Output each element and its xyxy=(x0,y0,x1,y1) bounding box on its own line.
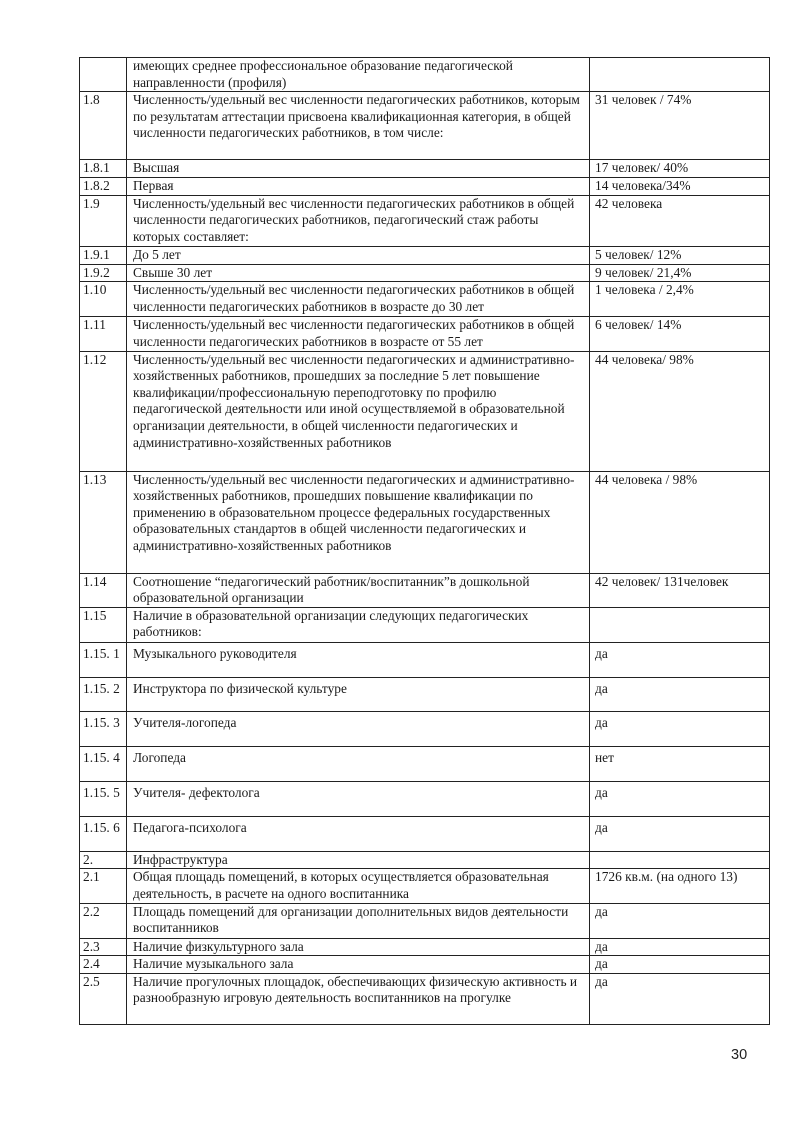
row-value: да xyxy=(590,973,770,1024)
row-indicator: Численность/удельный вес численности педагогических и административно-хозяйственных работников, прошедших за последние 5 лет повышение квалификации/профессиональную переподготовку по профилю педагогической деятельности или иной осуществляемой в образовательной организации деятельности, в общей численности педагогических и административно-хозяйственных работников xyxy=(127,351,590,471)
table-row xyxy=(80,573,770,607)
table-row xyxy=(80,92,770,160)
row-number: 1.8.2 xyxy=(80,178,127,196)
table-row xyxy=(80,903,770,938)
row-number: 1.15. 3 xyxy=(80,711,127,746)
row-indicator: Наличие в образовательной организации следующих педагогических работников: xyxy=(127,607,590,642)
row-number: 1.9.1 xyxy=(80,246,127,264)
table-row xyxy=(80,711,770,746)
row-value: 6 человек/ 14% xyxy=(590,317,770,351)
table-row xyxy=(80,246,770,264)
row-indicator: Инструктора по физической культуре xyxy=(127,677,590,711)
table-row xyxy=(80,317,770,351)
table-row xyxy=(80,642,770,677)
row-value: 17 человек/ 40% xyxy=(590,160,770,178)
table-row xyxy=(80,264,770,282)
row-number: 2.1 xyxy=(80,869,127,903)
row-number: 1.15. 5 xyxy=(80,781,127,816)
row-indicator: Численность/удельный вес численности педагогических и административно-хозяйственных работников, прошедших повышение квалификации по применению в образовательном процессе федеральных государственных образовательных стандартов в общей численности педагогических и административно-хозяйственных работников xyxy=(127,471,590,573)
table-row xyxy=(80,746,770,781)
table-row xyxy=(80,282,770,317)
row-indicator: Первая xyxy=(127,178,590,196)
row-number: 1.9 xyxy=(80,195,127,246)
table-row xyxy=(80,195,770,246)
row-indicator: Инфраструктура xyxy=(127,851,590,869)
row-indicator: Педагога-психолога xyxy=(127,816,590,851)
table-row xyxy=(80,351,770,471)
table-row xyxy=(80,178,770,196)
table-row xyxy=(80,471,770,573)
row-indicator: Соотношение “педагогический работник/воспитанник”в дошкольной образовательной организации xyxy=(127,573,590,607)
row-indicator: Численность/удельный вес численности педагогических работников в общей численности педагогических работников в возрасте от 55 лет xyxy=(127,317,590,351)
row-number: 1.8 xyxy=(80,92,127,160)
row-number: 1.10 xyxy=(80,282,127,317)
row-value: 14 человека/34% xyxy=(590,178,770,196)
row-value: да xyxy=(590,711,770,746)
row-indicator: Учителя- дефектолога xyxy=(127,781,590,816)
row-value: да xyxy=(590,938,770,956)
row-indicator: Логопеда xyxy=(127,746,590,781)
row-indicator: Наличие прогулочных площадок, обеспечивающих физическую активность и разнообразную игровую деятельность воспитанников на прогулке xyxy=(127,973,590,1024)
table-row xyxy=(80,781,770,816)
row-number: 1.11 xyxy=(80,317,127,351)
row-value: да xyxy=(590,642,770,677)
table-row xyxy=(80,956,770,974)
table-row xyxy=(80,607,770,642)
row-value: 42 человека xyxy=(590,195,770,246)
row-number: 1.15. 2 xyxy=(80,677,127,711)
row-number: 2.5 xyxy=(80,973,127,1024)
table-row xyxy=(80,869,770,903)
page-number: 30 xyxy=(731,1047,748,1063)
table-row xyxy=(80,973,770,1024)
row-indicator: имеющих среднее профессиональное образование педагогической направленности (профиля) xyxy=(127,58,590,92)
row-indicator: Свыше 30 лет xyxy=(127,264,590,282)
row-value xyxy=(590,58,770,92)
row-indicator: Учителя-логопеда xyxy=(127,711,590,746)
row-value: да xyxy=(590,816,770,851)
table-row xyxy=(80,58,770,92)
row-number: 1.14 xyxy=(80,573,127,607)
row-number: 2.4 xyxy=(80,956,127,974)
row-value xyxy=(590,851,770,869)
table-row xyxy=(80,851,770,869)
row-indicator: До 5 лет xyxy=(127,246,590,264)
row-value: да xyxy=(590,903,770,938)
row-indicator: Численность/удельный вес численности педагогических работников в общей численности педагогических работников, педагогический стаж работы которых составляет: xyxy=(127,195,590,246)
row-indicator: Наличие музыкального зала xyxy=(127,956,590,974)
table-row xyxy=(80,938,770,956)
row-indicator: Наличие физкультурного зала xyxy=(127,938,590,956)
row-indicator: Высшая xyxy=(127,160,590,178)
row-number: 1.15. 4 xyxy=(80,746,127,781)
row-value: 9 человек/ 21,4% xyxy=(590,264,770,282)
row-value: 1726 кв.м. (на одного 13) xyxy=(590,869,770,903)
table-row xyxy=(80,160,770,178)
row-indicator: Площадь помещений для организации дополнительных видов деятельности воспитанников xyxy=(127,903,590,938)
row-number: 1.9.2 xyxy=(80,264,127,282)
row-value xyxy=(590,607,770,642)
row-value: 44 человека / 98% xyxy=(590,471,770,573)
table-row xyxy=(80,677,770,711)
row-number xyxy=(80,58,127,92)
row-number: 1.15 xyxy=(80,607,127,642)
row-value: да xyxy=(590,677,770,711)
row-indicator: Численность/удельный вес численности педагогических работников в общей численности педагогических работников в возрасте до 30 лет xyxy=(127,282,590,317)
row-value: нет xyxy=(590,746,770,781)
row-value: 42 человек/ 131человек xyxy=(590,573,770,607)
row-number: 1.8.1 xyxy=(80,160,127,178)
row-number: 1.15. 1 xyxy=(80,642,127,677)
row-value: 5 человек/ 12% xyxy=(590,246,770,264)
row-number: 1.13 xyxy=(80,471,127,573)
row-number: 2.3 xyxy=(80,938,127,956)
row-indicator: Общая площадь помещений, в которых осуществляется образовательная деятельность, в расчете на одного воспитанника xyxy=(127,869,590,903)
row-indicator: Численность/удельный вес численности педагогических работников, которым по результатам аттестации присвоена квалификационная категория, в общей численности педагогических работников, в том числе: xyxy=(127,92,590,160)
row-number: 2.2 xyxy=(80,903,127,938)
row-value: 44 человека/ 98% xyxy=(590,351,770,471)
row-number: 1.12 xyxy=(80,351,127,471)
indicators-table xyxy=(79,57,770,1025)
row-number: 1.15. 6 xyxy=(80,816,127,851)
row-value: да xyxy=(590,781,770,816)
row-value: 31 человек / 74% xyxy=(590,92,770,160)
row-value: да xyxy=(590,956,770,974)
table-row xyxy=(80,816,770,851)
row-value: 1 человека / 2,4% xyxy=(590,282,770,317)
row-number: 2. xyxy=(80,851,127,869)
row-indicator: Музыкального руководителя xyxy=(127,642,590,677)
